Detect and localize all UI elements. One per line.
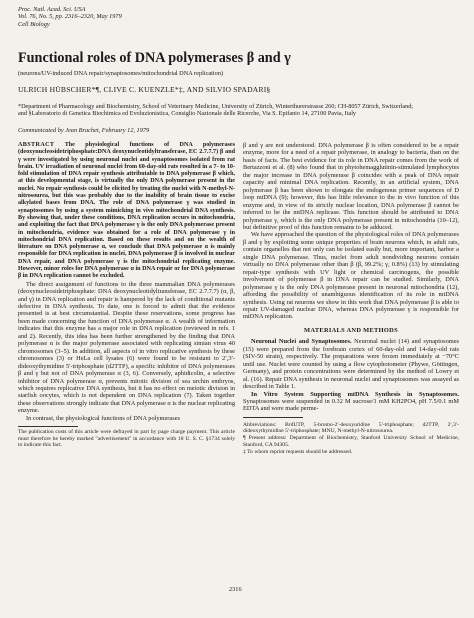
reprint-footnote: ‡ To whom reprint requests should be addressed. xyxy=(243,448,353,455)
affiliation-line-2: and §Laboratorio di Genetica Biochimica ed Evoluzionistica, Consiglio Nazionale delle Ricerche, Via S. Epifanio 14, 27100 Pavia, Italy xyxy=(18,110,357,118)
journal-volume: Vol. 76, No. 5, pp. 2316–2320, May 1979 xyxy=(18,13,122,21)
author-affiliations xyxy=(18,103,458,118)
abstract xyxy=(18,142,235,281)
journal-header xyxy=(18,6,122,28)
journal-section: Cell Biology xyxy=(18,20,50,28)
methods-subhead-1: Neuronal Nuclei and Synaptosomes. xyxy=(251,338,352,346)
methods-body-2: Synaptosomes were suspended in 0.32 M sucrose/1 mM KH2PO4, pH 7.5/0.1 mM EDTA and were made perme- xyxy=(243,397,459,413)
intro-paragraph-2: In contrast, the physiological functions of DNA polymerases xyxy=(26,414,180,422)
footnote-divider xyxy=(18,426,78,427)
affiliation-line-1: *Department of Pharmacology and Biochemistry, School of Veterinary Medicine, University of Zürich, Winterthurerstrasse 260; CH-8057 Zürich, Switzerland; xyxy=(18,103,414,110)
page-charge-footnote: The publication costs of this article were defrayed in part by page charge payment. This article must therefore be hereby marked "advertisement" in accordance with 18 U. S. C. §1734 solely to indicate this fact. xyxy=(18,429,235,449)
abstract-body: The physiological functions of DNA polymerases (deoxynucleosidetriphosphate:DNA deoxynucleotidyltransferase, EC 2.7.7.7) β and γ were investigated by using neuronal nuclei and synaptosomes isolated from rat brain. UV irradiation of neuronal nuclei from 60-day-old rats resulted in a 7- to 10-fold stimulation of DNA repair synthesis attributable to DNA polymerase β which, at this developmental stage, is virtually the only DNA polymerase present in the nuclei. No repair synthesis could be elicited by treating the nuclei with N-methyl-N-nitrosourea, but this was probably due to the inability of brain tissue to excise alkylated bases from DNA. The role of DNA polymerase γ was studied in synaptosomes by using a system mimicking in vivo mitochondrial DNA synthesis. By showing that, under these conditions, DNA replication occurs in mitochondria, and exploiting the fact that DNA polymerase γ is the only DNA polymerase present in mitochondria, evidence was obtained for a role of DNA polymerase γ in mitochondrial DNA replication. Based on these results and on the wealth of literature on DNA polymerase α, we conclude that DNA polymerase α is mainly responsible for DNA replication in nuclei, DNA polymerase β is involved in nuclear DNA repair, and DNA polymerase γ is the mitochondrial replicating enzyme. However, minor roles for DNA polymerase α in DNA repair or for DNA polymerase β in DNA replication cannot be excluded. xyxy=(18,142,235,280)
methods-body-1: Neuronal nuclei (14) and synaptosomes (15) were prepared from the forebrain cortex of 60-day-old and 14-day-old rats (SIV-50 strain), respectively. The preparations were frozen immediately at −70°C until use. Nuclei were counted by using a flow cytophotometer (Phywe, Göttingen, Germany), and protein concentrations were determined by the method of Lowry et al. (16). Repair DNA synthesis in neuronal nuclei and synaptosomes was assayed as described in Table 1. xyxy=(243,338,459,391)
article-authors: ULRICH HÜBSCHER*¶, CLIVE C. KUENZLE*‡, AND SILVIO SPADARI§ xyxy=(18,85,271,94)
right-column xyxy=(243,142,459,456)
communicated-by: Communicated by Jean Brachet, February 12, 1979 xyxy=(18,127,150,134)
body-paragraph-1: β and γ are not understood. DNA polymerase β is often considered to be a repair enzyme, more for a need of a repair polymerase, in analogy to bacteria, than on the basis of facts. The best evidence for its role in DNA repair comes from the work of Bertazzoni et al. (8) who found that in phytohemagglutinin-stimulated lymphocytes the major increase in DNA polymerase β coincides with a peak of DNA repair capacity and minimal DNA replication. Recently, in an artificial system, DNA polymerase β has been shown to elongate the endogenous primer sequences of D loop mtDNA (9); however, this has little relevance to the in vivo function of this enzyme and, in view of its strictly nuclear location, DNA polymerase β cannot be inferred to be the mtDNA replicase. This function should be attributed to DNA polymerase γ, which is the only DNA polymerase present in mitochondria (10–12), but definitive proof of this function remains to be adduced. xyxy=(243,142,459,231)
present-address-footnote: ¶ Present address: Department of Biochemistry, Stanford University School of Medicine, Stanford, CA 94305. xyxy=(243,435,459,448)
intro-paragraph-1: The direct assignment of functions to the three mammalian DNA polymerases (deoxynucleosidetriphosphate: DNA deoxynucleotidyltransferase, EC 2.7.7.7) (α, β, and γ) in DNA replication and repair is hampered by the lack of conditional mutants defective in DNA synthesis. To date, one is forced to admit that the evidence presented is at best circumstantial. Despite these reservations, some progress has been made concerning the function of DNA polymerase α. A wealth of information indicates that this enzyme has a major role in DNA replication (reviewed in refs. 1 and 2). Recently, this idea has been further strengthened by the finding that DNA polymerase α is the major polymerase associated with replicating simian virus 40 chromosomes (3–5). In addition, all aspects of in vitro replicative synthesis by these chromosomes (3) or HeLa cell lysates (6) were found to be resistant to 2′,3′-dideoxythymidine 5′-triphosphate (d2TTP), a specific inhibitor of DNA polymerases β and γ but not of DNA polymerase α (3, 6). Conversely, aphidicolin, a selective inhibitor of DNA polymerase α, prevents mitotic division of sea urchin embryos, which requires replicative DNA synthesis, but it has no effect on meiotic division in starfish oocytes, which is not dependent on DNA replication (7). Taken together these observations strongly indicate that DNA polymerase α is the nuclear replicating enzyme. xyxy=(18,280,235,415)
article-keywords: (neurons/UV-induced DNA repair/synaptosomes/mitochondrial DNA replication) xyxy=(18,70,224,77)
article-title: Functional roles of DNA polymerases β and γ xyxy=(18,50,291,66)
methods-paragraph-2 xyxy=(243,391,459,413)
abbreviations-footnote: Abbreviations: BrdUTP, 5-bromo-2′-deoxyuridine 5′-triphosphate; d2TTP, 2′,3′-dideoxythymidine 5′-triphosphate; MNU, N-methyl-N-nitrosourea. xyxy=(243,421,459,435)
body-paragraph-2: We have approached the question of the physiological roles of DNA polymerases β and γ by exploiting some unique properties of brain neurons which, in adult rats, contain organelles that not only can be isolated easily but, more important, harbor a single DNA polymerase. Thus, nuclei from adult nondividing neurons contain virtually no DNA polymerase other than β (β, 99.2%; γ, 0.8%) (13) by stimulating repair-type synthesis with UV light or chemical carcinogens, the possible involvement of polymerase β in DNA repair can be studied. Similarly, DNA polymerase γ is the only DNA polymerase present in neuronal mitochondria (12), affording the possibility of unambiguous identification of its role in mtDNA synthesis. Using rat neurons we show in this work that DNA polymerase β is able to repair UV-damaged nuclear DNA, whereas DNA polymerase γ is responsible for mtDNA replication. xyxy=(243,231,459,321)
left-column xyxy=(18,142,235,449)
right-footnotes xyxy=(243,422,459,456)
journal-name: Proc. Natl. Acad. Sci. USA xyxy=(18,6,86,13)
abstract-heading: ABSTRACT xyxy=(18,142,55,148)
page-number: 2316 xyxy=(229,586,242,593)
methods-subhead-2: In Vitro System Supporting mtDNA Synthesis in Synaptosomes. xyxy=(251,390,459,398)
methods-paragraph-1 xyxy=(243,338,459,390)
right-footnote-divider xyxy=(243,417,303,418)
methods-heading: MATERIALS AND METHODS xyxy=(304,326,398,334)
